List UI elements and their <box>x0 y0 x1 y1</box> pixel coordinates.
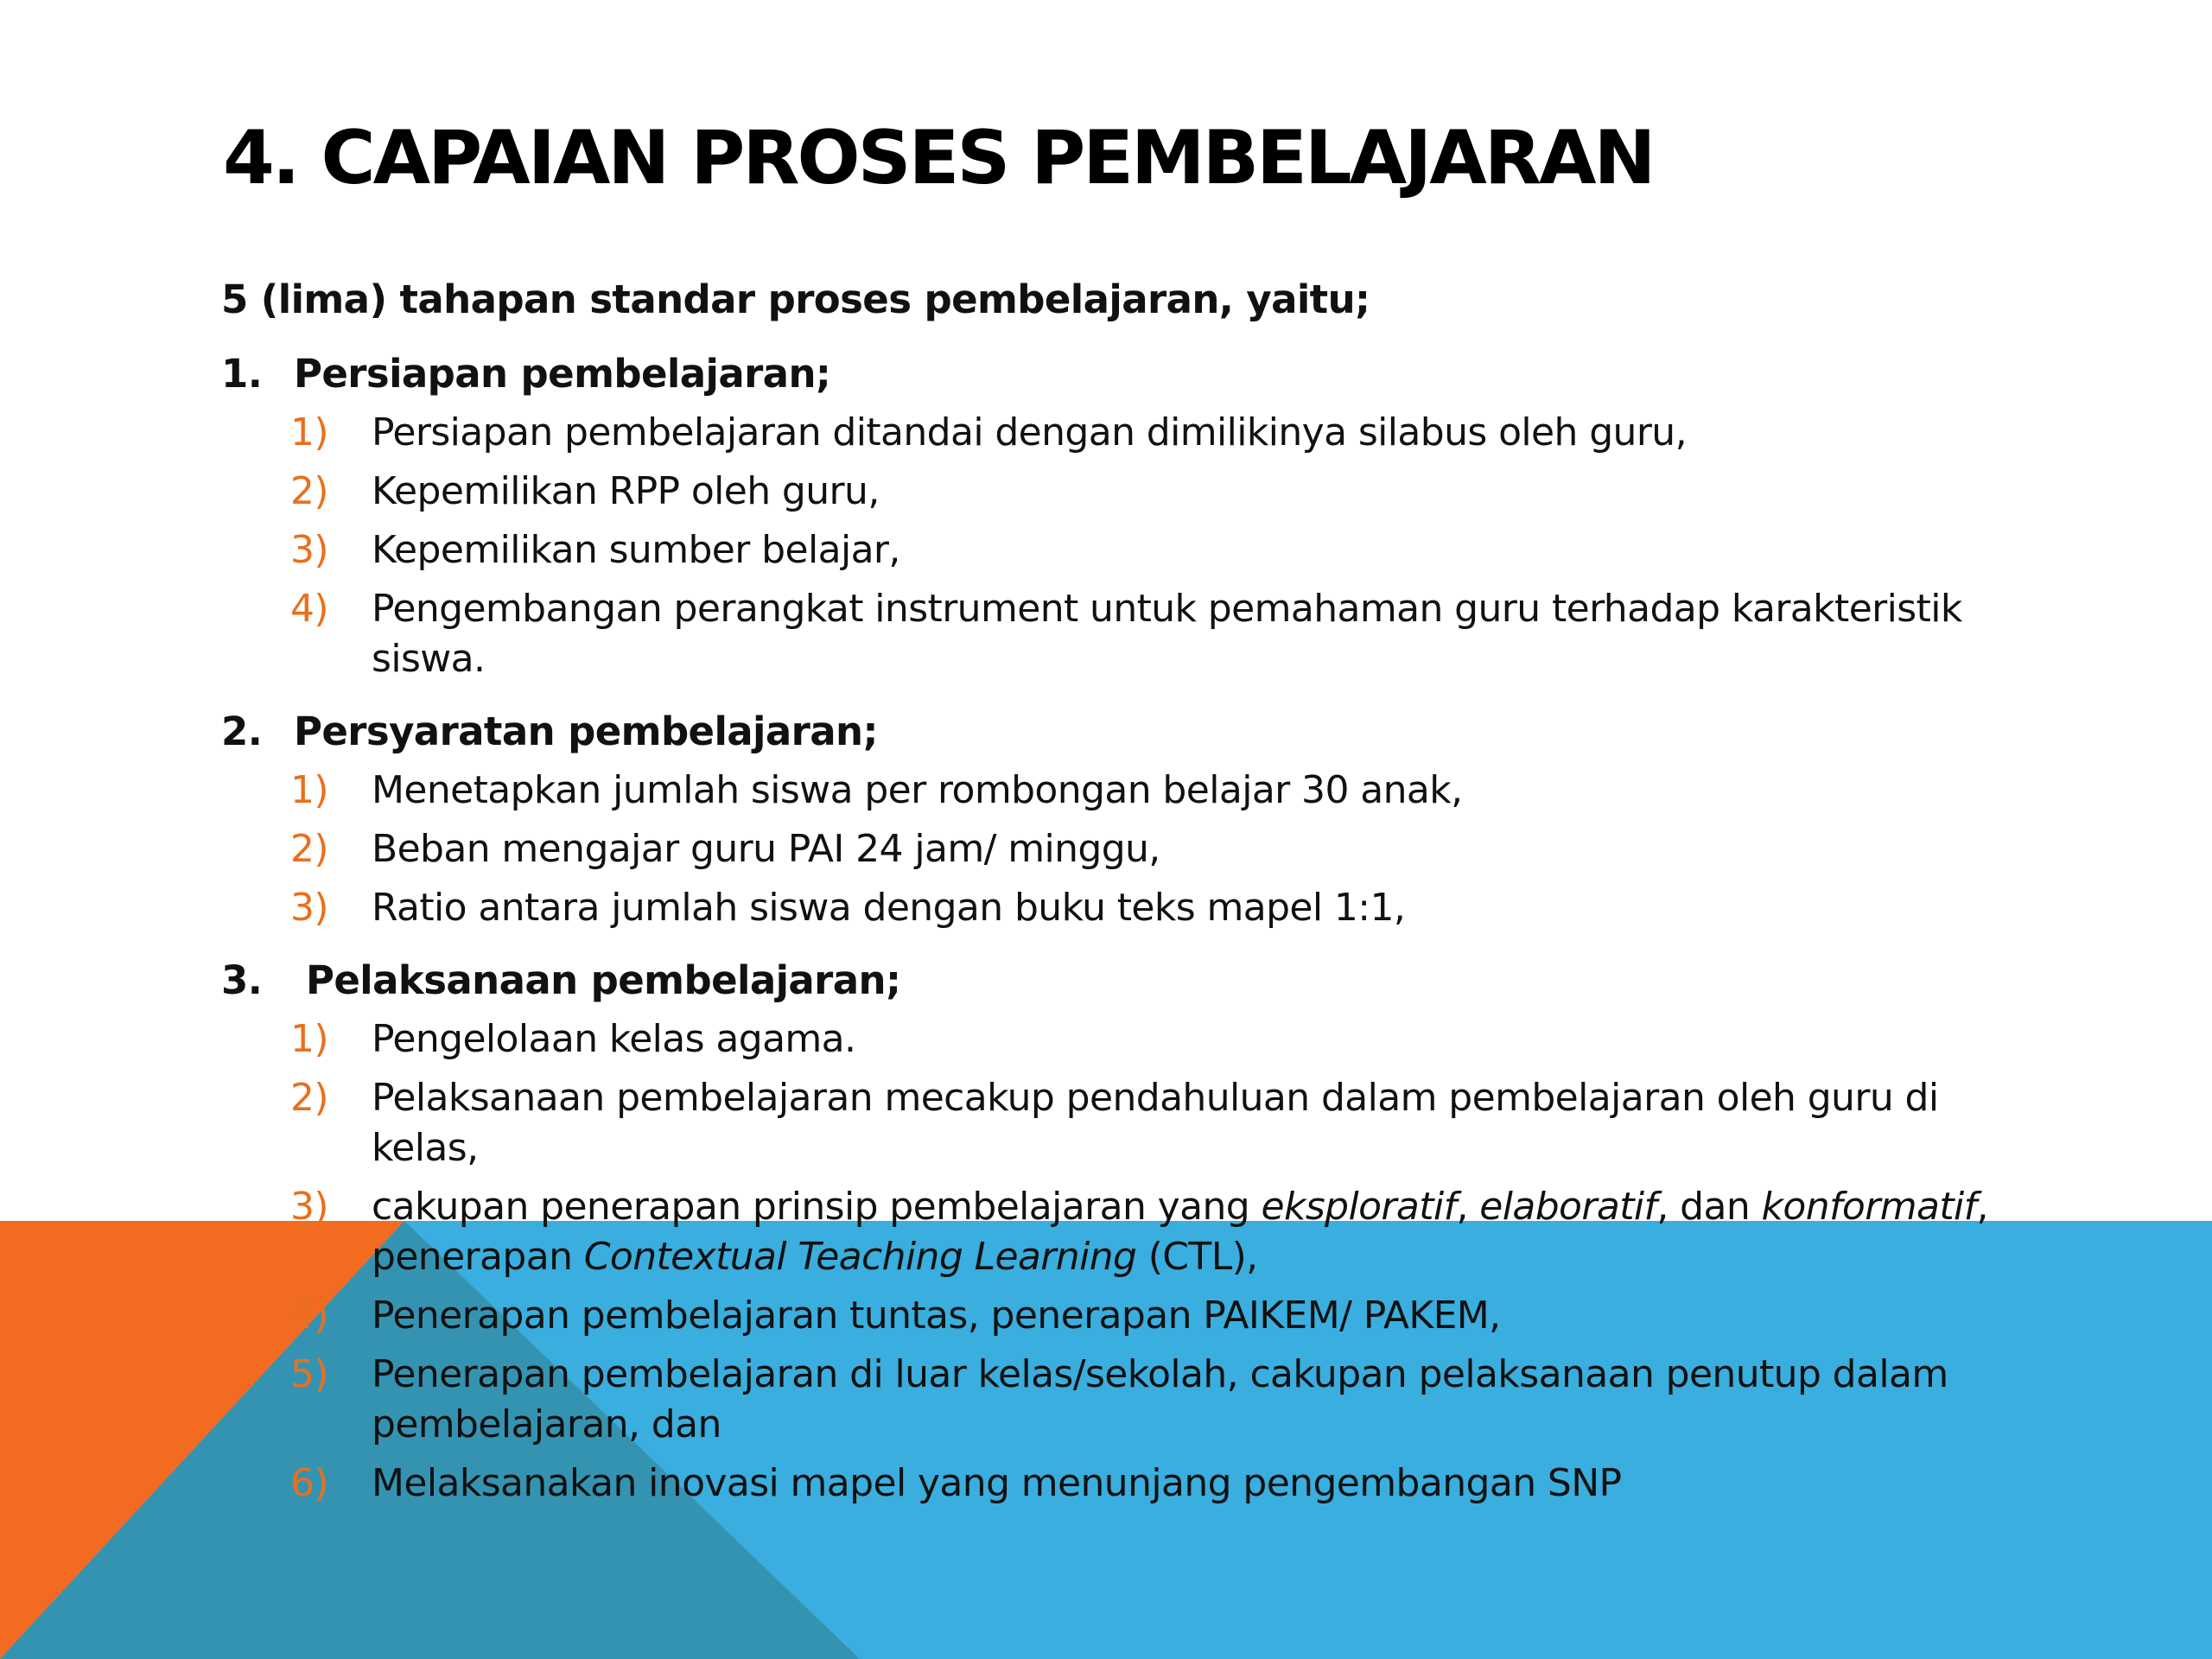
item-number: 2) <box>290 1076 328 1120</box>
section-number: 2. <box>221 709 263 754</box>
sub-list <box>221 408 1993 684</box>
text-part: , dan <box>1656 1185 1762 1229</box>
section-header <box>221 707 1993 757</box>
item-number: 3) <box>290 1185 328 1229</box>
item-text: Beban mengajar guru PAI 24 jam/ minggu, <box>372 827 1160 871</box>
italic-term: elaboratif <box>1479 1185 1657 1229</box>
item-number: 3) <box>290 528 328 572</box>
list-item <box>221 1291 1993 1341</box>
section-header <box>221 349 1993 399</box>
item-text: Persiapan pembelajaran ditandai dengan dimilikinya silabus oleh guru, <box>372 410 1687 454</box>
item-text: Melaksanakan inovasi mapel yang menunjang pengembangan SNP <box>372 1461 1622 1505</box>
slide-title: 4. CAPAIAN PROSES PEMBELAJARAN <box>223 115 1654 201</box>
item-text: Kepemilikan RPP oleh guru, <box>372 469 880 513</box>
section-number: 3. <box>221 957 263 1003</box>
list-item <box>221 525 1993 575</box>
list-item <box>221 824 1993 874</box>
item-number: 4) <box>290 587 328 631</box>
item-number: 1) <box>290 768 328 812</box>
item-text: Kepemilikan sumber belajar, <box>372 528 900 572</box>
list-item <box>221 766 1993 816</box>
section-persiapan <box>221 349 1993 684</box>
list-item <box>221 1014 1993 1065</box>
list-item <box>221 1182 1993 1282</box>
list-item <box>221 883 1993 933</box>
item-number: 1) <box>290 410 328 454</box>
slide-content <box>221 275 1993 1531</box>
sub-list <box>221 766 1993 933</box>
italic-term: Contextual Teaching Learning <box>583 1235 1137 1279</box>
item-number: 5) <box>290 1352 328 1396</box>
item-text: Pelaksanaan pembelajaran mecakup pendahuluan dalam pembelajaran oleh guru di kelas, <box>372 1076 1939 1170</box>
text-part: , <box>1456 1185 1480 1229</box>
section-header <box>221 956 1993 1006</box>
list-item <box>221 1073 1993 1173</box>
item-text: Ratio antara jumlah siswa dengan buku teks mapel 1:1, <box>372 886 1406 930</box>
section-label: Persiapan pembelajaran; <box>294 351 831 397</box>
section-label: Persyaratan pembelajaran; <box>294 709 878 754</box>
section-pelaksanaan <box>221 956 1993 1509</box>
item-text: Penerapan pembelajaran di luar kelas/sekolah, cakupan pelaksanaan penutup dalam pembelajaran, dan <box>372 1352 1948 1446</box>
italic-term: konformatif <box>1761 1185 1977 1229</box>
section-persyaratan <box>221 707 1993 933</box>
list-item <box>221 1350 1993 1450</box>
item-number: 1) <box>290 1017 328 1061</box>
item-number: 3) <box>290 886 328 930</box>
item-text <box>372 1182 1993 1282</box>
item-text: Penerapan pembelajaran tuntas, penerapan PAIKEM/ PAKEM, <box>372 1294 1501 1338</box>
section-label: Pelaksanaan pembelajaran; <box>306 957 901 1003</box>
text-part: , penerapan <box>372 1185 1988 1279</box>
item-number: 4) <box>290 1294 328 1338</box>
item-text: Pengembangan perangkat instrument untuk pemahaman guru terhadap karakteristik siswa. <box>372 587 1962 681</box>
item-number: 2) <box>290 827 328 871</box>
list-item <box>221 584 1993 684</box>
text-part: (CTL), <box>1136 1235 1258 1279</box>
item-number: 6) <box>290 1461 328 1505</box>
item-number: 2) <box>290 469 328 513</box>
list-item <box>221 467 1993 517</box>
list-item <box>221 1459 1993 1509</box>
italic-term: eksploratif <box>1261 1185 1457 1229</box>
section-number: 1. <box>221 351 263 397</box>
item-text: Pengelolaan kelas agama. <box>372 1017 856 1061</box>
sub-list <box>221 1014 1993 1509</box>
list-item <box>221 408 1993 458</box>
text-part: cakupan penerapan prinsip pembelajaran yang <box>372 1185 1262 1229</box>
intro-text: 5 (lima) tahapan standar proses pembelajaran, yaitu; <box>221 276 1370 322</box>
item-text: Menetapkan jumlah siswa per rombongan belajar 30 anak, <box>372 768 1463 812</box>
